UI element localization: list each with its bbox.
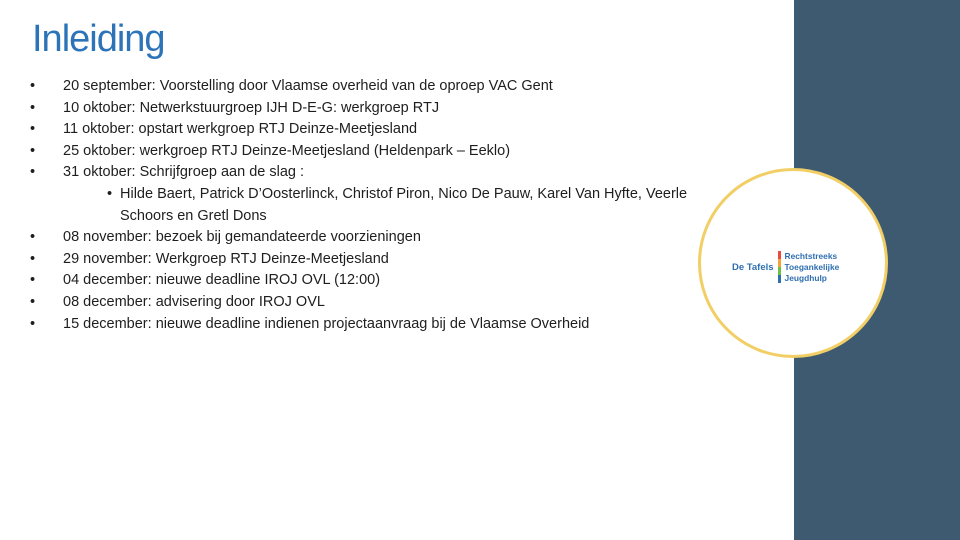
- sub-bullet-item: • Hilde Baert, Patrick D’Oosterlinck, Christof Piron, Nico De Pauw, Karel Van Hyfte, Veerle Schoors en Gretl Dons: [95, 184, 730, 227]
- bullet-item-text: 31 oktober: Schrijfgroep aan de slag :: [63, 164, 305, 181]
- bullet-item: • 10 oktober: Netwerkstuurgroep IJH D-E-G: werkgroep RTJ: [30, 98, 730, 120]
- logo-left-text: De Tafels: [732, 261, 774, 273]
- bullet-item: • 25 oktober: werkgroep RTJ Deinze-Meetjesland (Heldenpark – Eeklo): [30, 141, 730, 163]
- bullet-item: • 04 december: nieuwe deadline IROJ OVL (12:00): [30, 270, 730, 292]
- bullet-list: [30, 76, 730, 335]
- logo-color-bar: [778, 251, 781, 283]
- bullet-item: [30, 162, 730, 227]
- logo-line: Toegankelijke: [784, 261, 840, 272]
- logo-right-text: [785, 251, 840, 284]
- de-tafels-logo: [732, 248, 839, 286]
- slide-title: Inleiding: [32, 18, 165, 60]
- logo-line: Rechtstreeks: [784, 250, 838, 261]
- logo-line: Jeugdhulp: [784, 272, 827, 283]
- bullet-item: • 15 december: nieuwe deadline indienen projectaanvraag bij de Vlaamse Overheid: [30, 314, 730, 336]
- bullet-item: • 29 november: Werkgroep RTJ Deinze-Meetjesland: [30, 249, 730, 271]
- sub-bullet-list: [63, 184, 730, 227]
- bullet-item: • 08 november: bezoek bij gemandateerde voorzieningen: [30, 227, 730, 249]
- bullet-item: • 08 december: advisering door IROJ OVL: [30, 292, 730, 314]
- bullet-item: • 11 oktober: opstart werkgroep RTJ Deinze-Meetjesland: [30, 119, 730, 141]
- bullet-item: • 20 september: Voorstelling door Vlaamse overheid van de oproep VAC Gent: [30, 76, 730, 98]
